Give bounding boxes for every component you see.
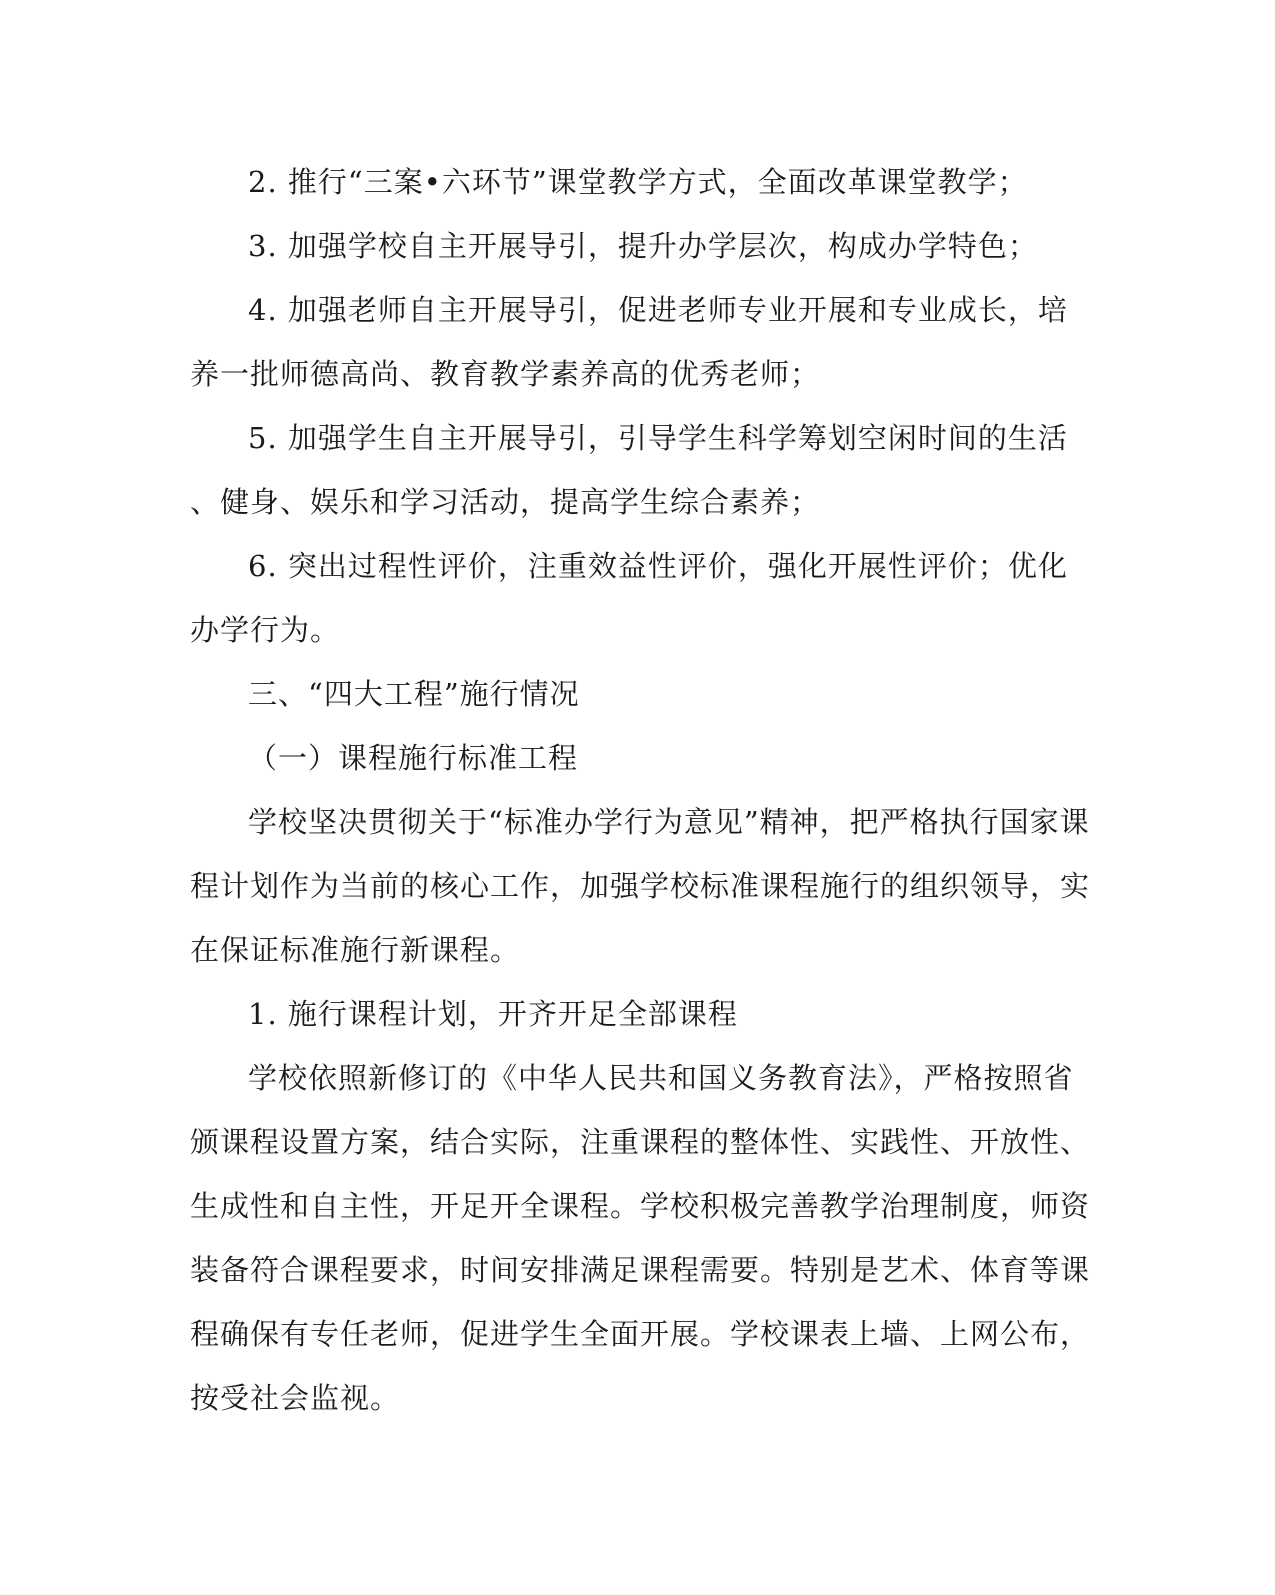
list-item-3: 3. 加强学校自主开展导引，提升办学层次，构成办学特色； (248, 229, 1038, 263)
list-item-4-line-2: 养一批师德高尚、教育教学素养高的优秀老师； (190, 357, 821, 391)
list-item-6-line-1: 6. 突出过程性评价，注重效益性评价，强化开展性评价；优化 (248, 549, 1068, 583)
list-item-5-line-1: 5. 加强学生自主开展导引，引导学生科学筹划空闲时间的生活 (248, 421, 1068, 455)
section-heading: 三、“四大工程”施行情况 (248, 677, 580, 711)
paragraph-2-line-3: 生成性和自主性，开足开全课程。学校积极完善教学治理制度，师资 (190, 1189, 1091, 1223)
paragraph-2-line-1: 学校依照新修订的《中华人民共和国义务教育法》，严格按照省 (248, 1061, 1074, 1095)
paragraph-1-line-2: 程计划作为当前的核心工作，加强学校标准课程施行的组织领导，实 (190, 869, 1091, 903)
list-item-5-line-2: 、健身、娱乐和学习活动，提高学生综合素养； (190, 485, 821, 519)
paragraph-2-line-6: 按受社会监视。 (190, 1381, 401, 1415)
item-heading-1: 1. 施行课程计划，开齐开足全部课程 (248, 997, 738, 1031)
paragraph-2-line-4: 装备符合课程要求，时间安排满足课程需要。特别是艺术、体育等课 (190, 1253, 1091, 1287)
paragraph-1-line-1: 学校坚决贯彻关于“标准办学行为意见”精神，把严格执行国家课 (248, 805, 1090, 839)
paragraph-1-line-3: 在保证标准施行新课程。 (190, 933, 521, 967)
list-item-6-line-2: 办学行为。 (190, 613, 341, 647)
list-item-4-line-1: 4. 加强老师自主开展导引，促进老师专业开展和专业成长，培 (248, 293, 1068, 327)
subsection-heading: （一）课程施行标准工程 (248, 741, 579, 775)
paragraph-2-line-5: 程确保有专任老师，促进学生全面开展。学校课表上墙、上网公布， (190, 1317, 1091, 1351)
list-item-2: 2. 推行“三案•六环节”课堂教学方式，全面改革课堂教学； (248, 165, 1028, 199)
paragraph-2-line-2: 颁课程设置方案，结合实际，注重课程的整体性、实践性、开放性、 (190, 1125, 1091, 1159)
